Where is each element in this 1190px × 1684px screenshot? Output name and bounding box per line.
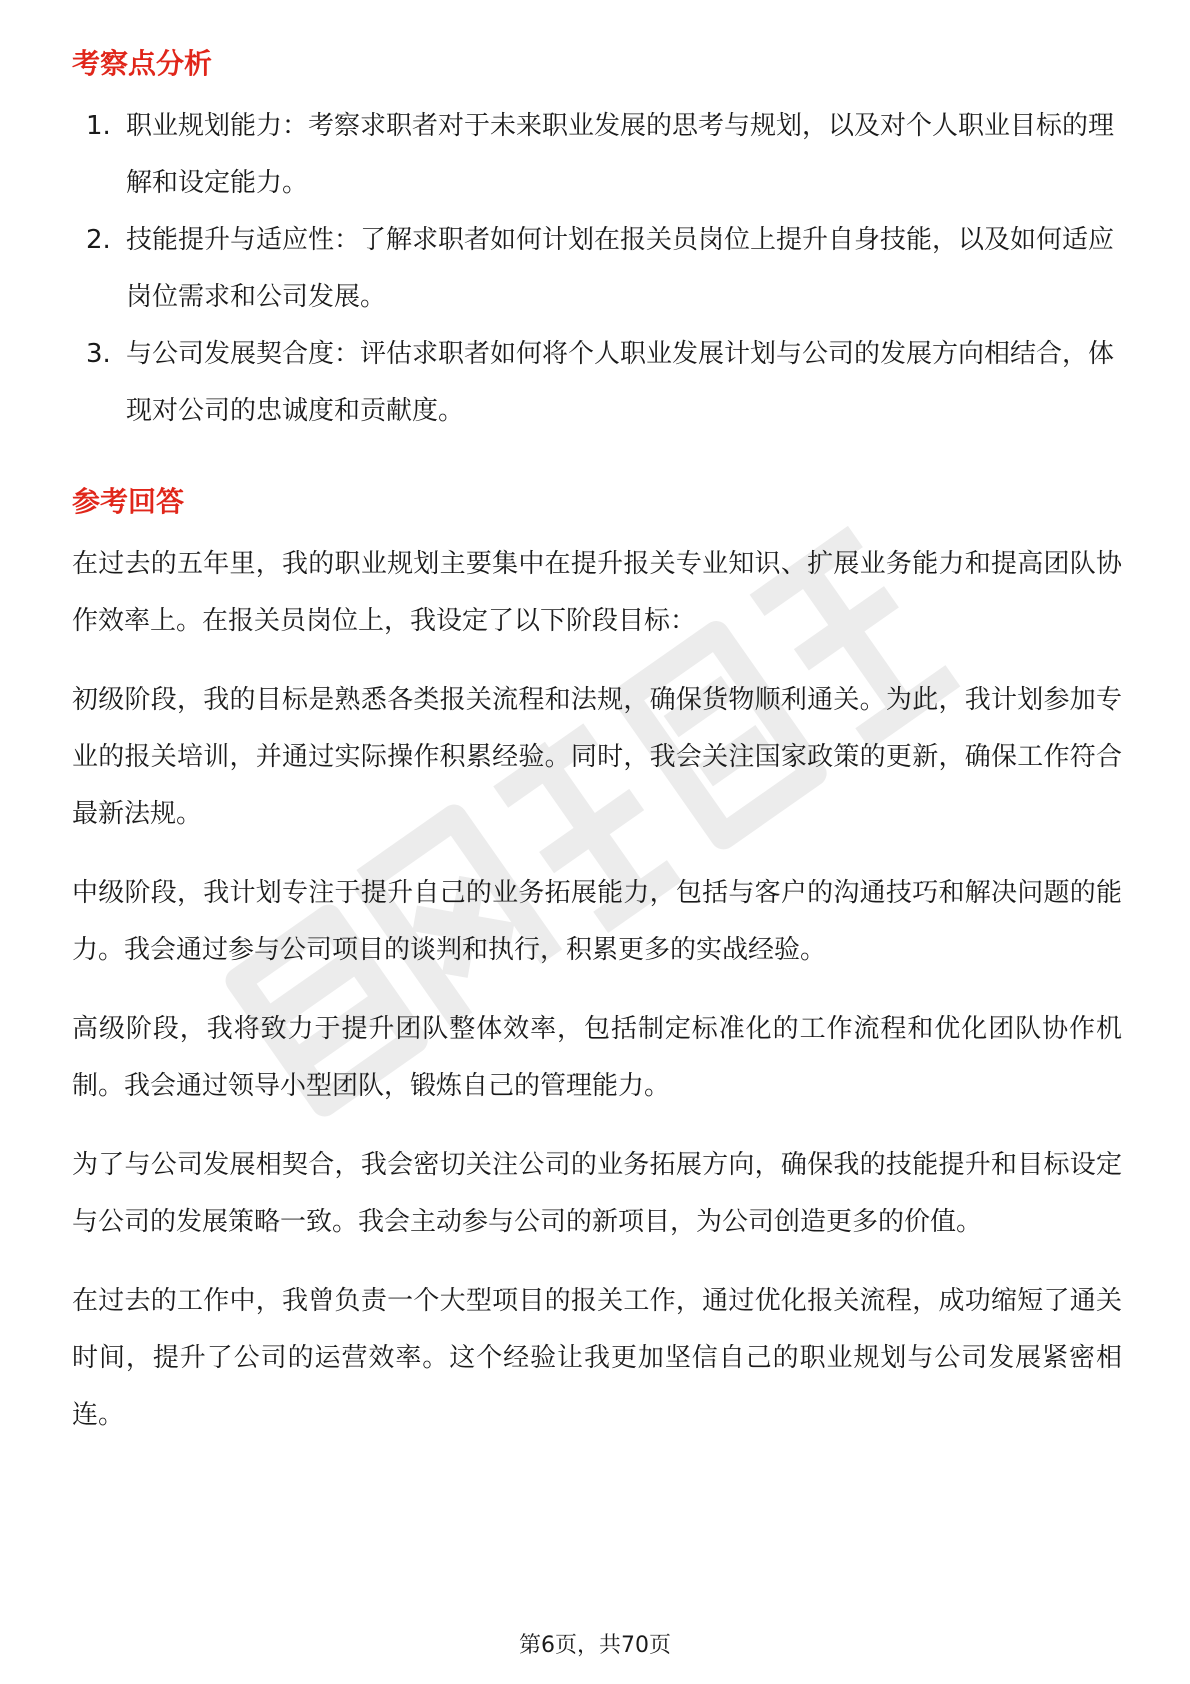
list-item-number: 1. [86, 111, 111, 141]
list-item [72, 212, 1122, 326]
section-title-analysis: 考察点分析 [72, 47, 213, 80]
list-item-number: 2. [86, 225, 111, 255]
answer-paragraph: 初级阶段，我的目标是熟悉各类报关流程和法规，确保货物顺利通关。为此，我计划参加专业的报关培训，并通过实际操作积累经验。同时，我会关注国家政策的更新，确保工作符合最新法规。 [72, 685, 1122, 829]
answer-paragraph: 中级阶段，我计划专注于提升自己的业务拓展能力，包括与客户的沟通技巧和解决问题的能力。我会通过参与公司项目的谈判和执行，积累更多的实战经验。 [72, 878, 1122, 965]
list-item-number: 3. [86, 339, 111, 369]
answer-paragraph: 在过去的五年里，我的职业规划主要集中在提升报关专业知识、扩展业务能力和提高团队协作效率上。在报关员岗位上，我设定了以下阶段目标： [72, 549, 1122, 636]
list-item-text: 与公司发展契合度：评估求职者如何将个人职业发展计划与公司的发展方向相结合，体现对公司的忠诚度和贡献度。 [126, 339, 1115, 426]
answer-paragraph: 在过去的工作中，我曾负责一个大型项目的报关工作，通过优化报关流程，成功缩短了通关时间，提升了公司的运营效率。这个经验让我更加坚信自己的职业规划与公司发展紧密相连。 [72, 1286, 1122, 1430]
list-item-text: 技能提升与适应性：了解求职者如何计划在报关员岗位上提升自身技能，以及如何适应岗位需求和公司发展。 [126, 225, 1115, 312]
list-item [72, 326, 1122, 440]
list-item [72, 98, 1122, 212]
answer-paragraph: 高级阶段，我将致力于提升团队整体效率，包括制定标准化的工作流程和优化团队协作机制。我会通过领导小型团队，锻炼自己的管理能力。 [72, 1014, 1122, 1101]
answer-paragraph: 为了与公司发展相契合，我会密切关注公司的业务拓展方向，确保我的技能提升和目标设定与公司的发展策略一致。我会主动参与公司的新项目，为公司创造更多的价值。 [72, 1150, 1122, 1237]
list-item-text: 职业规划能力：考察求职者对于未来职业发展的思考与规划，以及对个人职业目标的理解和设定能力。 [126, 111, 1115, 198]
analysis-list [72, 98, 1122, 440]
section-title-reference-answer: 参考回答 [72, 485, 185, 518]
page-number-footer: 第6页，共70页 [519, 1633, 671, 1658]
content-area [72, 44, 1122, 1444]
